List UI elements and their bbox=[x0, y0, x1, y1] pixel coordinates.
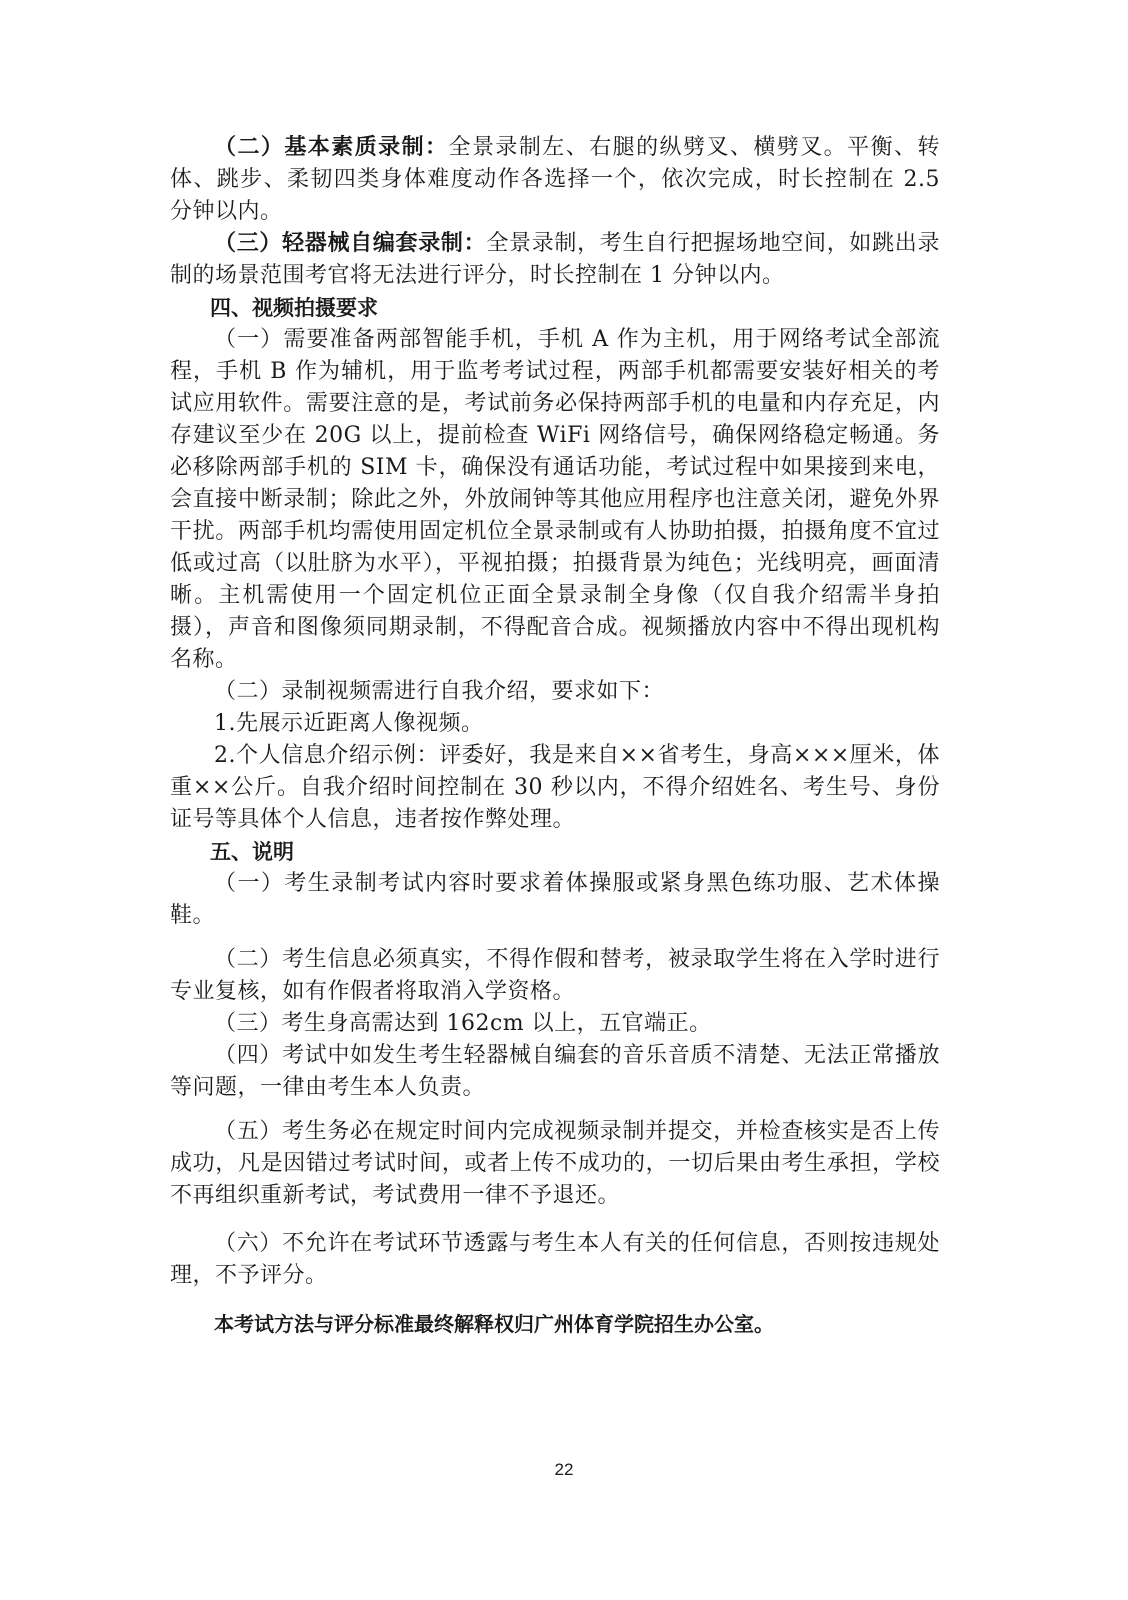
light-apparatus-label: （三）轻器械自编套录制： bbox=[214, 231, 487, 256]
basic-quality-text: 全景录制左、右腿的纵劈叉、横劈叉。平衡、转体、跳步、柔韧四类身体难度动作各选择一个，依次完成，时长控制在 2.5 分钟以内。 bbox=[170, 135, 940, 224]
section5-item-4: （四）考试中如发生考生轻器械自编套的音乐音质不清楚、无法正常播放等问题，一律由考生本人负责。 bbox=[170, 1043, 940, 1100]
section5-heading: 五、说明 bbox=[210, 840, 294, 864]
light-apparatus-paragraph bbox=[170, 228, 940, 292]
section5-item-3: （三）考生身高需达到 162cm 以上，五官端正。 bbox=[214, 1011, 712, 1036]
light-apparatus-text: 全景录制，考生自行把握场地空间，如跳出录制的场景范围考官将无法进行评分，时长控制在 1 分钟以内。 bbox=[170, 231, 940, 288]
section4-paragraph-4: 2.个人信息介绍示例：评委好，我是来自××省考生，身高×××厘米，体重××公斤。自我介绍时间控制在 30 秒以内，不得介绍姓名、考生号、身份证号等具体个人信息，违者按作弊处理。 bbox=[170, 743, 940, 832]
section4-paragraph-3: 1.先展示近距离人像视频。 bbox=[214, 711, 484, 736]
section5-item-1: （一）考生录制考试内容时要求着体操服或紧身黑色练功服、艺术体操鞋。 bbox=[170, 871, 940, 928]
page-content bbox=[170, 132, 940, 1360]
section4-heading: 四、视频拍摄要求 bbox=[210, 296, 378, 320]
section5-item-5: （五）考生务必在规定时间内完成视频录制并提交，并检查核实是否上传成功，凡是因错过考试时间，或者上传不成功的，一切后果由考生承担，学校不再组织重新考试，考试费用一律不予退还。 bbox=[170, 1119, 940, 1208]
page-number: 22 bbox=[554, 1460, 574, 1479]
basic-quality-label: （二）基本素质录制： bbox=[214, 135, 449, 160]
section5-item-6: （六）不允许在考试环节透露与考生本人有关的任何信息，否则按违规处理，不予评分。 bbox=[170, 1231, 940, 1288]
final-note: 本考试方法与评分标准最终解释权归广州体育学院招生办公室。 bbox=[214, 1312, 774, 1336]
section4-paragraph-1: （一）需要准备两部智能手机，手机 A 作为主机，用于网络考试全部流程，手机 B 作为辅机，用于监考考试过程，两部手机都需要安装好相关的考试应用软件。需要注意的是，考试前务必保持两部手机的电量和内存充足，内存建议至少在 20G 以上，提前检查 WiFi 网络信号，确保网络稳定畅通。务必移除两部手机的 SIM 卡，确保没有通话功能，考试过程中如果接到来电，会直接中断录制；除此之外，外放闹钟等其他应用程序也注意关闭，避免外界干扰。两部手机均需使用固定机位全景录制或有人协助拍摄，拍摄角度不宜过低或过高（以肚脐为水平），平视拍摄；拍摄背景为纯色；光线明亮，画面清晰。主机需使用一个固定机位正面全景录制全身像（仅自我介绍需半身拍摄），声音和图像须同期录制，不得配音合成。视频播放内容中不得出现机构名称。 bbox=[170, 327, 940, 672]
section5-item-2: （二）考生信息必须真实，不得作假和替考，被录取学生将在入学时进行专业复核，如有作假者将取消入学资格。 bbox=[170, 947, 940, 1004]
section4-paragraph-2: （二）录制视频需进行自我介绍，要求如下： bbox=[214, 679, 665, 704]
basic-quality-paragraph bbox=[170, 132, 940, 228]
